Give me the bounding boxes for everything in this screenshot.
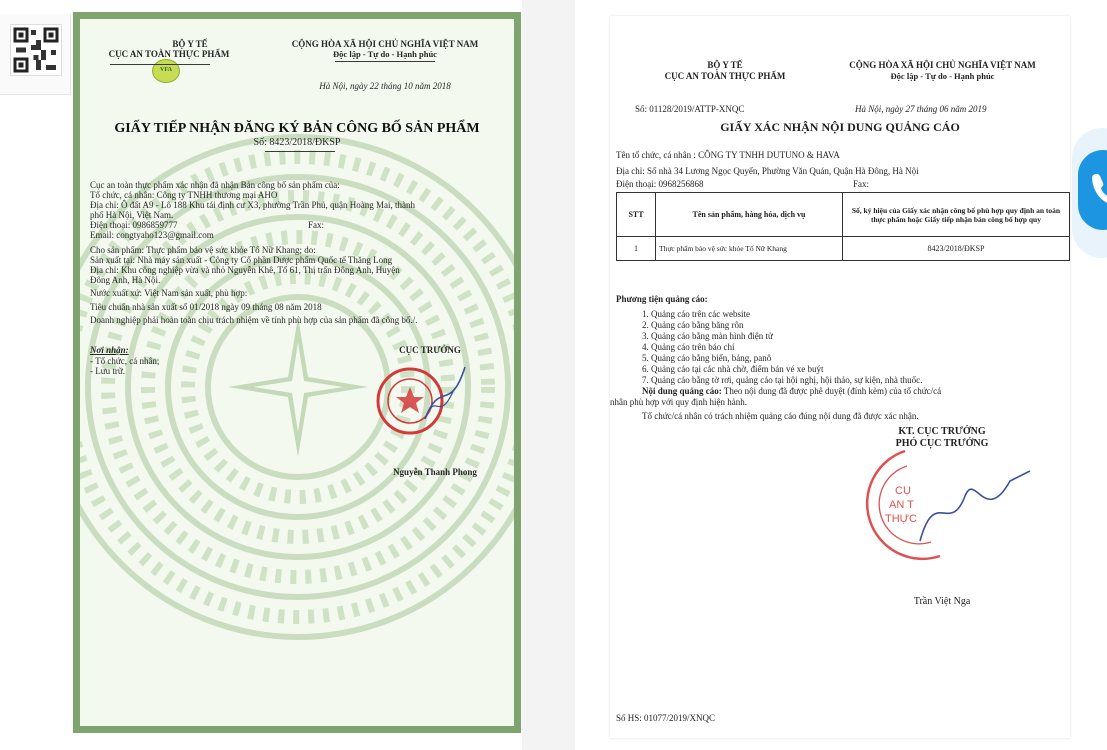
advertising-content-certificate[interactable] (610, 16, 1070, 738)
content-text: Theo nội dung đã được phê duyệt (đính kèm) của tổ chức/cá (721, 386, 942, 396)
signer-deputy-title: PHÓ CỤC TRƯỞNG (895, 438, 989, 449)
body-line: Cho sản phẩm: Thực phẩm bảo vệ sức khỏe Tố Nữ Khang; do: (90, 245, 316, 255)
ministry-name: BỘ Y TẾ (172, 39, 208, 49)
national-motto: Độc lập - Tự do - Hạnh phúc (890, 71, 995, 81)
body-line: Sản xuất tại: Nhà máy sản xuất - Công ty Cổ phần Dược phẩm Quốc tế Thăng Long (90, 255, 393, 265)
table-header-cell: Số, ký hiệu của Giấy xác nhận công bố phù hợp quy định an toàn thực phẩm hoặc Giấy tiếp nhận bản công bố hợp quy (843, 193, 1070, 237)
motto-divider (335, 61, 435, 62)
national-motto: Độc lập - Tự do - Hạnh phúc (333, 49, 437, 59)
media-item: 5. Quảng cáo bằng biển, bảng, panô (642, 353, 772, 363)
organization-line: Tên tổ chức, cá nhân : CÔNG TY TNHH DUTUNO & HAVA (616, 150, 840, 160)
vfa-logo (152, 59, 180, 83)
table-header-row (617, 193, 1070, 237)
body-line: Địa chỉ: Ô đất A9 - Lô 188 Khu tái định cư X3, phường Trần Phú, quận Hoàng Mai, thành (90, 200, 415, 210)
svg-text:CỤ: CỤ (895, 485, 911, 497)
media-item: 4. Quảng cáo trên báo chí (642, 342, 735, 352)
responsibility-line: Tổ chức/cá nhân có trách nhiệm quảng cáo đúng nội dung đã được xác nhận. (642, 411, 919, 421)
body-line: Tổ chức, cá nhân: Công ty TNHH thương mại AHO (90, 190, 278, 200)
content-text: nhân phù hợp với quy định hiện hành. (610, 397, 748, 407)
header-divider (110, 64, 210, 65)
phone-line: Điện thoại: 0968256868 (616, 179, 704, 189)
title-divider (265, 151, 335, 152)
body-line: Tiêu chuẩn nhà sản xuất số 01/2018 ngày 09 tháng 08 năm 2018 (90, 302, 322, 312)
vfa-logo-text: VFA (160, 67, 172, 73)
certificate-title: GIẤY XÁC NHẬN NỘI DUNG QUẢNG CÁO (720, 120, 960, 134)
qr-code-icon[interactable] (10, 24, 62, 76)
department-name: CỤC AN TOÀN THỰC PHẨM (108, 49, 230, 59)
content-label: Nội dung quảng cáo: (642, 386, 722, 396)
media-item: 3. Quảng cáo bằng màn hình điện tử (642, 331, 773, 341)
fax-label: Fax: (308, 220, 325, 230)
issue-date: Hà Nội, ngày 22 tháng 10 năm 2018 (319, 81, 451, 91)
media-item: 1. Quảng cáo trên các website (642, 309, 750, 319)
certificate-number: Số: 01128/2019/ATTP-XNQC (635, 104, 745, 114)
media-item: 6. Quảng cáo tại các nhà chờ, điểm bán vé xe buýt (642, 364, 824, 374)
body-line: Điện thoại: 0986859777 (90, 220, 178, 230)
fax-label: Fax: (853, 179, 870, 189)
body-line: phố Hà Nội, Việt Nam. (90, 210, 174, 220)
table-header-cell: Tên sản phẩm, hàng hóa, dịch vụ (656, 193, 843, 237)
body-line: Địa chỉ: Khu công nghiệp vừa và nhỏ Nguyễn Khê, Tổ 61, Thị trấn Đông Anh, Huyện (90, 265, 400, 275)
republic-name: CỘNG HÒA XÃ HỘI CHỦ NGHĨA VIỆT NAM (849, 60, 1036, 70)
body-line: Doanh nghiệp phải hoàn toàn chịu trách nhiệm về tính phù hợp của sản phẩm đã công bố./. (90, 315, 418, 325)
recipients-title: Nơi nhận: (90, 345, 129, 355)
svg-text:AN T: AN T (889, 499, 914, 511)
ministry-name: BỘ Y TẾ (707, 60, 743, 70)
official-stamp-icon (845, 446, 1045, 566)
issue-date: Hà Nội, ngày 27 tháng 06 năm 2019 (855, 104, 987, 114)
department-name: CỤC AN TOÀN THỰC PHẨM (664, 71, 786, 81)
recipient-item: - Lưu trữ. (90, 366, 125, 376)
official-stamp-icon (370, 359, 480, 439)
body-line: Cục an toàn thực phẩm xác nhận đã nhận Bản công bố sản phẩm của: (90, 180, 340, 190)
table-cell: Thực phẩm bảo vệ sức khỏe Tố Nữ Khang (656, 237, 843, 261)
republic-name: CỘNG HÒA XÃ HỘI CHỦ NGHĨA VIỆT NAM (291, 39, 479, 49)
file-number: Số HS: 01077/2019/XNQC (616, 713, 716, 723)
signer-name: Trần Việt Nga (913, 596, 971, 607)
table-cell: 1 (617, 237, 656, 261)
media-item: 7. Quảng cáo bằng tờ rơi, quảng cáo tại hội nghị, hội thảo, sự kiện, nhà thuốc. (642, 375, 923, 385)
recipient-item: - Tổ chức, cá nhân; (90, 356, 160, 366)
media-title: Phương tiện quảng cáo: (616, 294, 708, 304)
signer-name: Nguyễn Thanh Phong (393, 467, 477, 477)
body-line: Nước xuất xứ: Việt Nam sản xuất, phù hợp: (90, 288, 248, 298)
food-safety-certificate[interactable] (73, 12, 521, 733)
product-table (616, 192, 1070, 261)
certificate-number: Số: 8423/2018/ĐKSP (253, 137, 341, 148)
body-line: Đông Anh, Hà Nội. (90, 275, 161, 285)
media-item: 2. Quảng cáo bằng băng rôn (642, 320, 744, 330)
phone-call-icon[interactable] (1078, 150, 1107, 230)
address-line: Địa chỉ: Số nhà 34 Lương Ngọc Quyến, Phường Văn Quán, Quận Hà Đông, Hà Nội (616, 166, 919, 176)
signer-kt-title: KT. CỤC TRƯỞNG (898, 426, 986, 437)
certificate-title: GIẤY TIẾP NHẬN ĐĂNG KÝ BẢN CÔNG BỐ SẢN PHẨM (114, 121, 480, 136)
table-row (617, 237, 1070, 261)
signer-title: CỤC TRƯỞNG (399, 345, 461, 355)
svg-text:THỰC: THỰC (885, 513, 918, 525)
table-cell: 8423/2018/ĐKSP (843, 237, 1070, 261)
table-header-cell: STT (617, 193, 656, 237)
body-line: Email: congtyaho123@gmail.com (90, 230, 214, 240)
